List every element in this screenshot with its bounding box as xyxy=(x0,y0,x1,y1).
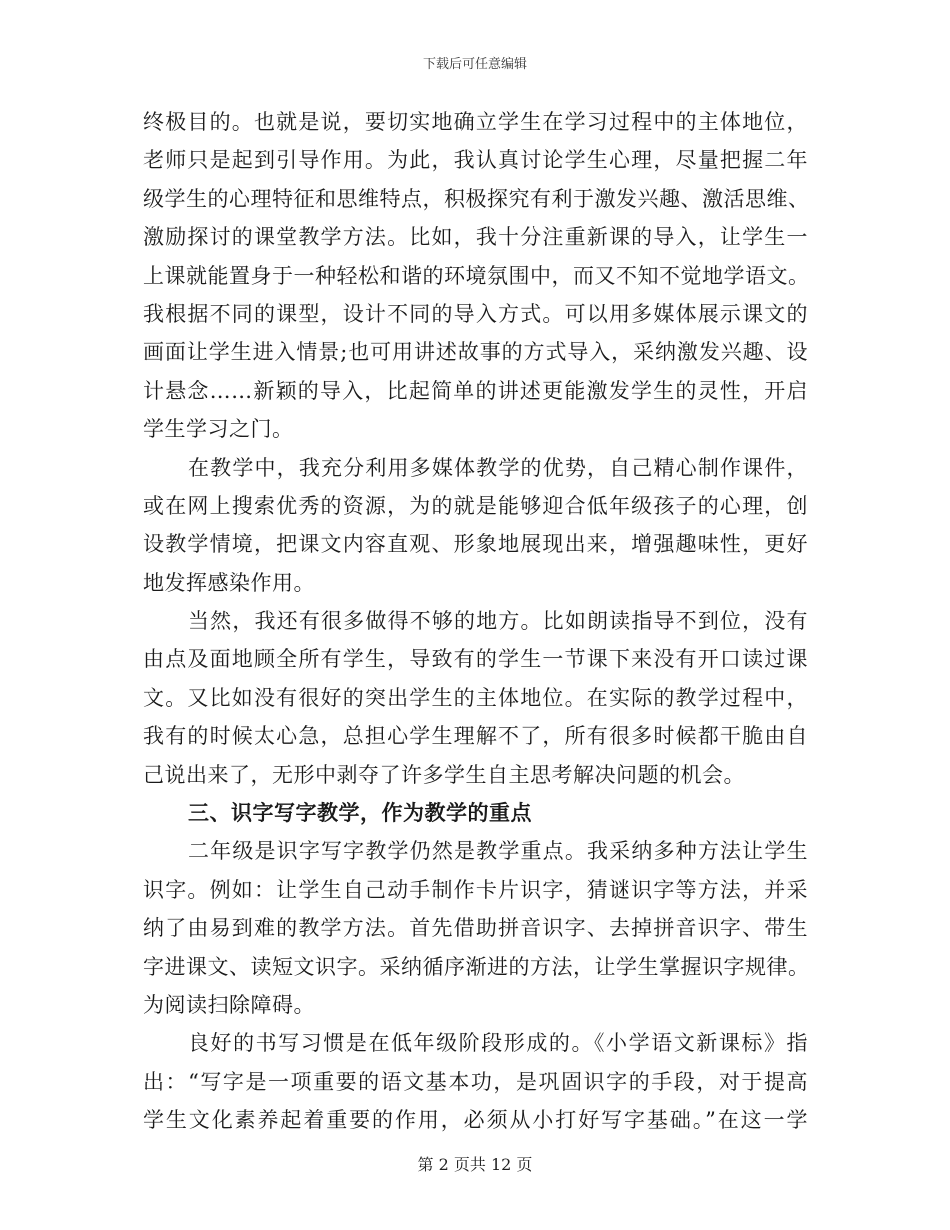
body-line: 级学生的心理特征和思维特点，积极探究有利于激发兴趣、激活思维、 xyxy=(143,186,810,211)
paragraph-first-line: 良好的书写习惯是在低年级阶段形成的。《小学语文新课标》指 xyxy=(188,1031,808,1056)
paragraph-first-line: 在教学中，我充分利用多媒体教学的优势，自己精心制作课件， xyxy=(188,455,808,480)
body-line: 学生文化素养起着重要的作用，必须从小打好写字基础。”在这一学 xyxy=(143,1108,808,1133)
body-line: 或在网上搜索优秀的资源，为的就是能够迎合低年级孩子的心理，创 xyxy=(143,493,808,518)
paragraph-first-line: 二年级是识字写字教学仍然是教学重点。我采纳多种方法让学生 xyxy=(188,839,808,864)
body-line: 计悬念……新颖的导入，比起简单的讲述更能激发学生的灵性，开启 xyxy=(143,378,808,403)
body-line: 由点及面地顾全所有学生，导致有的学生一节课下来没有开口读过课 xyxy=(143,647,808,672)
paragraph-first-line: 当然，我还有很多做得不够的地方。比如朗读指导不到位，没有 xyxy=(188,609,808,634)
body-line: 出：“写字是一项重要的语文基本功，是巩固识字的手段，对于提高 xyxy=(143,1069,808,1094)
body-line: 上课就能置身于一种轻松和谐的环境氛围中，而又不知不觉地学语文。 xyxy=(143,263,810,288)
body-line: 地发挥感染作用。 xyxy=(143,570,315,595)
body-line: 字进课文、读短文识字。采纳循序渐进的方法，让学生掌握识字规律。 xyxy=(143,954,810,979)
body-line: 老师只是起到引导作用。为此，我认真讨论学生心理，尽量把握二年 xyxy=(143,148,808,173)
body-line: 纳了由易到难的教学方法。首先借助拼音识字、去掉拼音识字、带生 xyxy=(143,916,808,941)
body-line: 激励探讨的课堂教学方法。比如，我十分注重新课的导入，让学生一 xyxy=(143,225,808,250)
body-line: 终极目的。也就是说，要切实地确立学生在学习过程中的主体地位， xyxy=(143,110,808,134)
body-line: 画面让学生进入情景;也可用讲述故事的方式导入，采纳激发兴趣、设 xyxy=(143,340,808,365)
body-line: 学生学习之门。 xyxy=(143,417,294,442)
body-line: 己说出来了，无形中剥夺了许多学生自主思考解决问题的机会。 xyxy=(143,762,745,787)
body-line: 识字。例如：让学生自己动手制作卡片识字，猜谜识字等方法，并采 xyxy=(143,877,808,902)
body-line: 设教学情境，把课文内容直观、形象地展现出来，增强趣味性，更好 xyxy=(143,532,808,557)
document-body xyxy=(143,103,808,1140)
page-footer: 第 2 页共 12 页 xyxy=(417,1155,533,1174)
page-header: 下载后可任意编辑 xyxy=(422,57,527,72)
body-line: 我根据不同的课型，设计不同的导入方式。可以用多媒体展示课文的 xyxy=(143,301,808,326)
body-line: 为阅读扫除障碍。 xyxy=(143,992,315,1017)
body-line: 文。又比如没有很好的突出学生的主体地位。在实际的教学过程中， xyxy=(143,685,808,710)
body-line: 我有的时候太心急，总担心学生理解不了，所有很多时候都干脆由自 xyxy=(143,724,808,749)
section-heading: 三、识字写字教学，作为教学的重点 xyxy=(188,800,532,826)
